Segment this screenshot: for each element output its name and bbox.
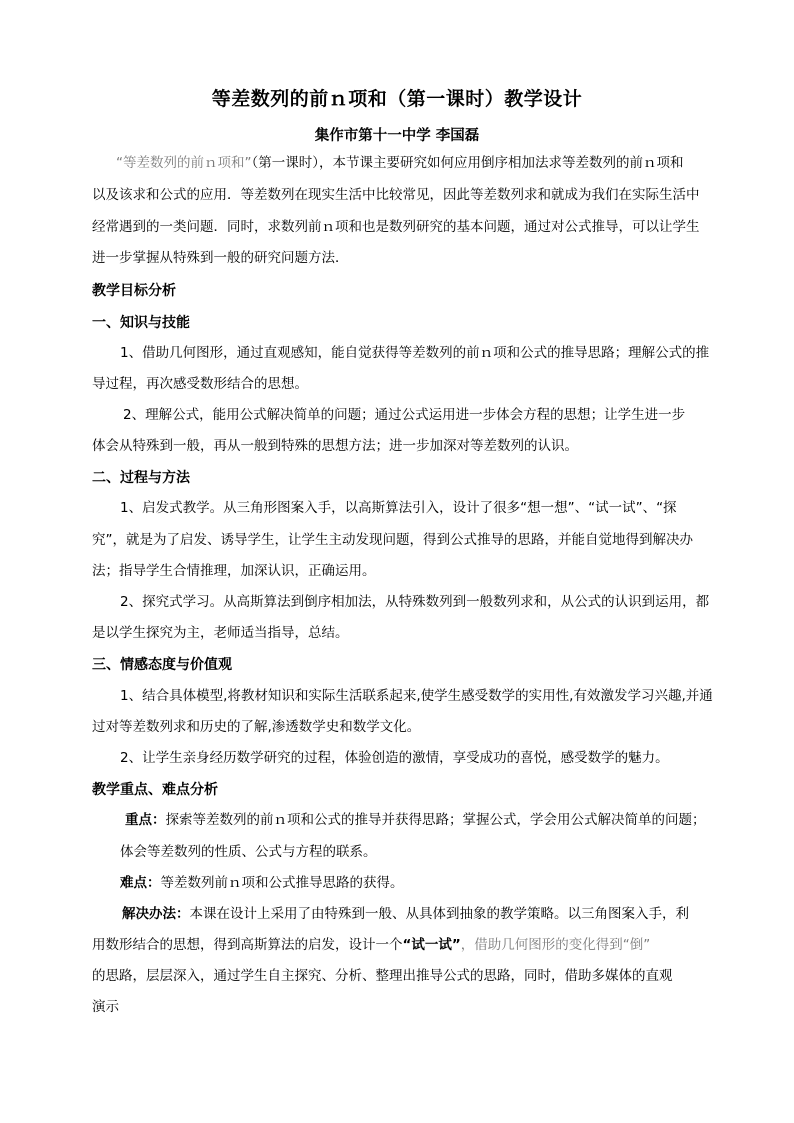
process-p1-line-3: 法；指导学生合情推理，加深认识，正确运用。 <box>92 563 376 579</box>
intro-line-1 <box>116 153 684 173</box>
difficulty-line <box>120 873 404 893</box>
solution-try-label: “试一试” <box>402 937 461 953</box>
knowledge-p2-line-2: 体会从特殊到一般，再从一般到特殊的思想方法；进一步加深对等差数列的认识。 <box>92 438 578 454</box>
intro-line-3: 经常遇到的一类问题．同时，求数列前ｎ项和也是数列研究的基本问题，通过对公式推导，可以让学生 <box>92 219 700 235</box>
focus-line-1 <box>125 810 706 830</box>
process-p2-line-2: 是以学生探究为主，老师适当指导，总结。 <box>92 625 349 641</box>
difficulty-label: 难点： <box>120 875 161 891</box>
intro-line-2: 以及该求和公式的应用．等差数列在现实生活中比较常见，因此等差数列求和就成为我们在实际生活中 <box>92 187 700 203</box>
knowledge-p2-line-1: 2、理解公式，能用公式解决简单的问题；通过公式运用进一步体会方程的思想；让学生进一步 <box>123 407 686 423</box>
knowledge-p1-line-1: 1、借助几何图形，通过直观感知，能自觉获得等差数列的前ｎ项和公式的推导思路；理解公式的推 <box>120 345 710 361</box>
solution-text-2c: ，借助几何图形的变化得到“倒” <box>460 937 651 953</box>
attitude-p2-line-1: 2、让学生亲身经历数学研究的过程，体验创造的激情，享受成功的喜悦，感受数学的魅力。 <box>120 750 669 766</box>
focus-text-1: 探索等差数列的前ｎ项和公式的推导并获得思路；掌握公式，学会用公式解决简单的问题； <box>165 812 706 828</box>
process-heading: 二、过程与方法 <box>92 470 190 486</box>
solution-label: 解决办法： <box>122 906 190 922</box>
document-title: 等差数列的前ｎ项和（第一课时）教学设计 <box>211 88 583 110</box>
knowledge-p1-line-2: 导过程，再次感受数形结合的思想。 <box>92 376 308 392</box>
focus-line-2: 体会等差数列的性质、公式与方程的联系。 <box>120 844 377 860</box>
attitude-heading: 三、情感态度与价值观 <box>92 657 232 673</box>
keypoints-heading: 教学重点、难点分析 <box>92 782 218 798</box>
goals-heading: 教学目标分析 <box>92 283 176 299</box>
intro-line-1-rest: （第一课时），本节课主要研究如何应用倒序相加法求等差数列的前ｎ项和 <box>251 155 684 171</box>
intro-quote: “等差数列的前ｎ项和” <box>116 155 252 171</box>
focus-label: 重点： <box>125 812 166 828</box>
process-p1-line-1: 1、启发式教学。从三角形图案入手，以高斯算法引入，设计了很多“想一想”、“试一试”、“探 <box>120 500 677 516</box>
solution-text-1: 本课在设计上采用了由特殊到一般、从具体到抽象的教学策略。以三角图案入手，利 <box>189 906 689 922</box>
process-p2-line-1: 2、探究式学习。从高斯算法到倒序相加法，从特殊数列到一般数列求和，从公式的认识到运用，都 <box>120 594 710 610</box>
difficulty-text: 等差数列前ｎ项和公式推导思路的获得。 <box>160 875 404 891</box>
knowledge-heading: 一、知识与技能 <box>92 315 190 331</box>
author-line: 集作市第十一中学 李国磊 <box>314 128 480 144</box>
solution-line-3: 的思路，层层深入，通过学生自主探究、分析、整理出推导公式的思路，同时，借助多媒体的直观 <box>92 968 673 984</box>
solution-line-4: 演示 <box>92 999 119 1015</box>
intro-line-4: 进一步掌握从特殊到一般的研究问题方法． <box>92 250 349 266</box>
attitude-p1-line-1: 1、结合具体模型,将教材知识和实际生活联系起来,使学生感受数学的实用性,有效激发学习兴趣,并通 <box>120 688 713 704</box>
solution-text-2a: 用数形结合的思想，得到高斯算法的启发，设计一个 <box>92 937 403 953</box>
process-p1-line-2: 究”，就是为了启发、诱导学生，让学生主动发现问题，得到公式推导的思路，并能自觉地得到解决办 <box>92 532 693 548</box>
solution-line-1 <box>122 904 689 924</box>
solution-line-2 <box>92 935 650 955</box>
attitude-p1-line-2: 过对等差数列求和历史的了解,渗透数学史和数学文化。 <box>92 719 421 735</box>
